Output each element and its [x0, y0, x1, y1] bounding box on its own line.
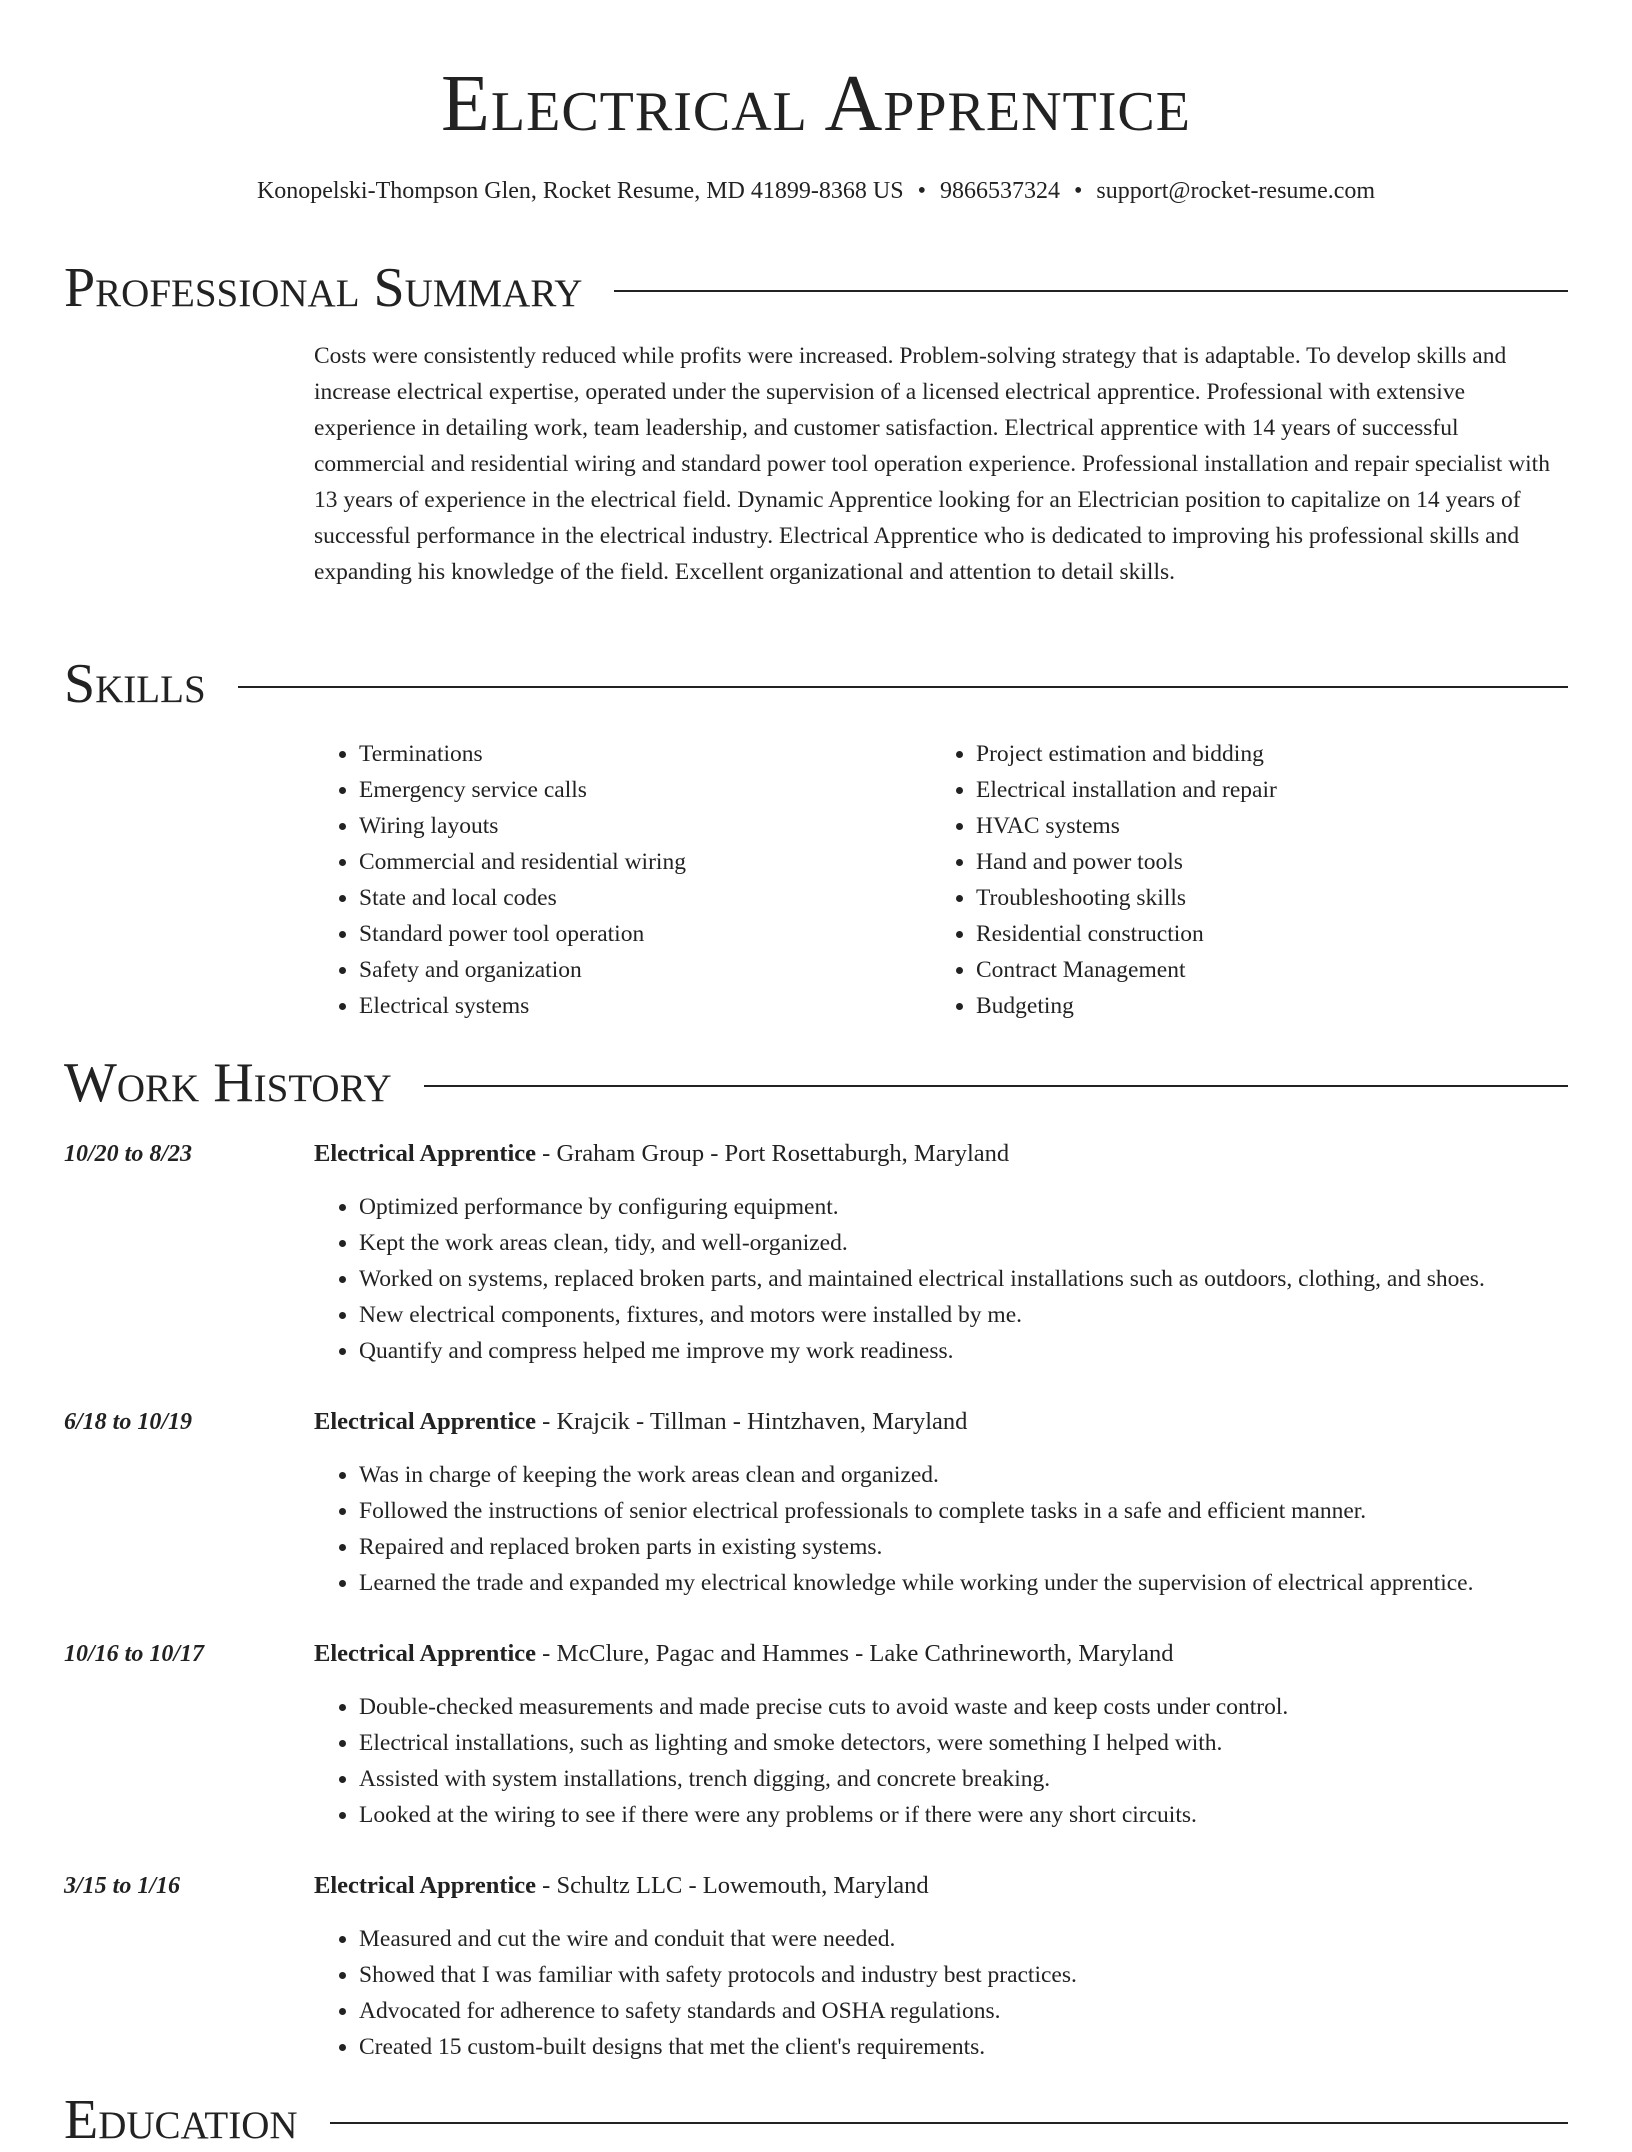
work-section-header	[64, 1051, 1568, 1115]
skill-item: • State and local codes	[359, 880, 919, 916]
job-bullet: • Was in charge of keeping the work areas clean and organized.	[359, 1457, 1629, 1493]
contact-phone: 9866537324	[939, 178, 1060, 204]
job-bullets	[314, 1189, 1629, 1369]
job-bullet: • Learned the trade and expanded my electrical knowledge while working under the supervision of electrical apprentice.	[359, 1565, 1629, 1601]
job-bullet: • Advocated for adherence to safety standards and OSHA regulations.	[359, 1993, 1629, 2029]
job-role: Electrical Apprentice	[314, 1140, 537, 1167]
job-dates: 3/15 to 1/16	[64, 1873, 181, 1899]
job-dates: 6/18 to 10/19	[64, 1409, 193, 1435]
job-details: - Krajcik - Tillman - Hintzhaven, Maryland	[536, 1408, 968, 1435]
job-bullets	[314, 1457, 1629, 1601]
job-bullet: • Quantify and compress helped me improve my work readiness.	[359, 1333, 1629, 1369]
section-divider	[238, 686, 1568, 688]
job-bullets	[314, 1921, 1629, 2065]
work-section-title: Work History	[64, 1052, 392, 1114]
job-bullet: • Repaired and replaced broken parts in existing systems.	[359, 1529, 1629, 1565]
education-section-title: Education	[64, 2089, 298, 2151]
job-bullet: • Optimized performance by configuring equipment.	[359, 1189, 1629, 1225]
job-bullet: • Worked on systems, replaced broken parts, and maintained electrical installations such as outdoors, clothing, and shoes.	[359, 1261, 1629, 1297]
job-details: - Schultz LLC - Lowemouth, Maryland	[536, 1872, 929, 1899]
summary-section-header	[64, 256, 1568, 320]
skills-section-header	[64, 652, 1568, 716]
job-role: Electrical Apprentice	[314, 1408, 537, 1435]
section-divider	[330, 2122, 1568, 2124]
job-bullet: • Created 15 custom-built designs that met the client's requirements.	[359, 2029, 1629, 2065]
job-bullet: • Followed the instructions of senior electrical professionals to complete tasks in a safe and efficient manner.	[359, 1493, 1629, 1529]
skill-item: • Commercial and residential wiring	[359, 844, 919, 880]
job-heading	[314, 1405, 967, 1439]
skill-item: • Wiring layouts	[359, 808, 919, 844]
job-role: Electrical Apprentice	[314, 1640, 537, 1667]
job-bullet: • Double-checked measurements and made precise cuts to avoid waste and keep costs under control.	[359, 1689, 1629, 1725]
contact-line	[0, 174, 1632, 208]
skill-item: • Residential construction	[976, 916, 1596, 952]
job-bullet: • Measured and cut the wire and conduit that were needed.	[359, 1921, 1629, 1957]
skill-item: • Hand and power tools	[976, 844, 1596, 880]
skill-item: • Safety and organization	[359, 952, 919, 988]
job-bullet: • Kept the work areas clean, tidy, and well-organized.	[359, 1225, 1629, 1261]
job-bullet: • Assisted with system installations, trench digging, and concrete breaking.	[359, 1761, 1629, 1797]
contact-separator: •	[1073, 178, 1083, 204]
job-bullet: • Looked at the wiring to see if there were any problems or if there were any short circuits.	[359, 1797, 1629, 1833]
job-heading	[314, 1869, 929, 1903]
skill-item: • HVAC systems	[976, 808, 1596, 844]
section-divider	[614, 290, 1568, 292]
education-section-header	[64, 2088, 1568, 2152]
contact-separator: •	[917, 178, 926, 204]
job-bullet: • New electrical components, fixtures, and motors were installed by me.	[359, 1297, 1629, 1333]
skill-item: • Contract Management	[976, 952, 1596, 988]
job-role: Electrical Apprentice	[314, 1872, 537, 1899]
skill-item: • Electrical systems	[359, 988, 919, 1024]
job-details: - McClure, Pagac and Hammes - Lake Cathrineworth, Maryland	[536, 1640, 1174, 1667]
job-bullet: • Showed that I was familiar with safety protocols and industry best practices.	[359, 1957, 1629, 1993]
skill-item: • Electrical installation and repair	[976, 772, 1596, 808]
skill-item: • Terminations	[359, 736, 919, 772]
skill-item: • Standard power tool operation	[359, 916, 919, 952]
skill-item: • Emergency service calls	[359, 772, 919, 808]
skills-section-title: Skills	[64, 653, 206, 715]
contact-address: Konopelski-Thompson Glen, Rocket Resume, MD 41899-8368 US	[256, 178, 904, 204]
skills-list-right	[931, 736, 1596, 1024]
skill-item: • Troubleshooting skills	[976, 880, 1596, 916]
section-divider	[424, 1085, 1568, 1087]
skills-list-left	[314, 736, 919, 1024]
job-bullet: • Electrical installations, such as lighting and smoke detectors, were something I helped with.	[359, 1725, 1629, 1761]
job-dates: 10/20 to 8/23	[64, 1141, 193, 1167]
job-details: - Graham Group - Port Rosettaburgh, Maryland	[536, 1140, 1010, 1167]
resume-name: Electrical Apprentice	[441, 60, 1191, 148]
job-dates: 10/16 to 10/17	[64, 1641, 205, 1667]
job-heading	[314, 1137, 1009, 1171]
summary-text: Costs were consistently reduced while profits were increased. Problem-solving strategy that is adaptable. To develop skills and increase electrical expertise, operated under the supervision of a licensed electrical apprentice. Professional with extensive experience in detailing work, team leadership, and customer satisfaction. Electrical apprentice with 14 years of successful commercial and residential wiring and standard power tool operation experience. Professional installation and repair specialist with 13 years of experience in the electrical field. Dynamic Apprentice looking for an Electrician position to capitalize on 14 years of successful performance in the electrical industry. Electrical Apprentice who is dedicated to improving his professional skills and expanding his knowledge of the field. Excellent organizational and attention to detail skills.	[314, 343, 1550, 585]
summary-section-title: Professional Summary	[64, 257, 583, 319]
job-bullets	[314, 1689, 1629, 1833]
skill-item: • Project estimation and bidding	[976, 736, 1596, 772]
contact-email: support@rocket-resume.com	[1096, 178, 1376, 204]
skill-item: • Budgeting	[976, 988, 1596, 1024]
job-heading	[314, 1637, 1174, 1671]
